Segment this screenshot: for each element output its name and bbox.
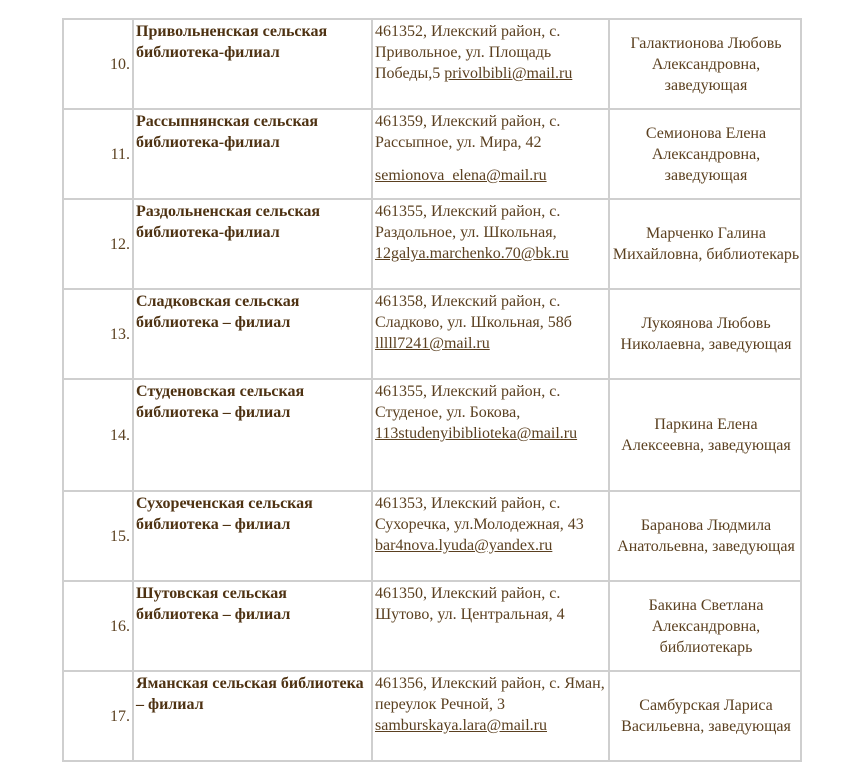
library-address	[372, 199, 609, 289]
email-link[interactable]: lllll7241@mail.ru	[375, 335, 490, 352]
email-link[interactable]: bar4nova.lyuda@yandex.ru	[375, 537, 553, 554]
table-row	[63, 19, 801, 109]
address-text: 461350, Илекский район, с. Шутово, ул. Центральная, 4	[375, 585, 565, 623]
contact-person: Баранова Людмила Анатольевна, заведующая	[609, 491, 801, 581]
table-row	[63, 671, 801, 761]
library-address	[372, 289, 609, 379]
library-name: Студеновская сельская библиотека – филиал	[133, 379, 372, 491]
contact-person: Галактионова Любовь Александровна, заведующая	[609, 19, 801, 109]
library-name: Яманская сельская библиотека – филиал	[133, 671, 372, 761]
library-address	[372, 379, 609, 491]
table-row	[63, 289, 801, 379]
contact-person: Семионова Елена Александровна, заведующая	[609, 109, 801, 199]
library-address	[372, 19, 609, 109]
libraries-table	[62, 18, 802, 762]
library-name: Шутовская сельская библиотека – филиал	[133, 581, 372, 671]
contact-person: Бакина Светлана Александровна, библиотекарь	[609, 581, 801, 671]
email-link[interactable]: samburskaya.lara@mail.ru	[375, 717, 548, 734]
library-name: Сладковская сельская библиотека – филиал	[133, 289, 372, 379]
library-name: Сухореченская сельская библиотека – филиал	[133, 491, 372, 581]
address-text: 461353, Илекский район, с. Сухоречка, ул.Молодежная, 43	[375, 495, 584, 533]
email-link[interactable]: 113studenyibiblioteka@mail.ru	[375, 425, 578, 442]
row-number: 12.	[63, 199, 133, 289]
address-text: 461352, Илекский район, с. Привольное, ул. Площадь Победы,5	[375, 23, 561, 82]
row-number: 17.	[63, 671, 133, 761]
address-text: 461355, Илекский район, с. Студеное, ул. Бокова,	[375, 383, 561, 421]
row-number: 14.	[63, 379, 133, 491]
address-text: 461358, Илекский район, с. Сладково, ул. Школьная, 58б	[375, 293, 572, 331]
address-text: 461359, Илекский район, с. Рассыпное, ул. Мира, 42	[375, 113, 561, 151]
email-link[interactable]: privolbibli@mail.ru	[444, 65, 573, 82]
table-row	[63, 581, 801, 671]
row-number: 11.	[63, 109, 133, 199]
library-address	[372, 671, 609, 761]
contact-person: Паркина Елена Алексеевна, заведующая	[609, 379, 801, 491]
library-name: Привольненская сельская библиотека-филиал	[133, 19, 372, 109]
table-row	[63, 379, 801, 491]
library-address	[372, 581, 609, 671]
library-name: Раздольненская сельская библиотека-филиал	[133, 199, 372, 289]
table-row	[63, 109, 801, 199]
library-name: Рассыпнянская сельская библиотека-филиал	[133, 109, 372, 199]
contact-person: Марченко Галина Михайловна, библиотекарь	[609, 199, 801, 289]
address-text: 461356, Илекский район, с. Яман, переулок Речной, 3	[375, 675, 605, 713]
table-row	[63, 199, 801, 289]
table-row	[63, 491, 801, 581]
contact-person: Самбурская Лариса Васильевна, заведующая	[609, 671, 801, 761]
row-number: 13.	[63, 289, 133, 379]
library-address	[372, 109, 609, 199]
contact-person: Лукоянова Любовь Николаевна, заведующая	[609, 289, 801, 379]
address-text: 461355, Илекский район, с. Раздольное, ул. Школьная,	[375, 203, 561, 241]
email-link[interactable]: 12galya.marchenko.70@bk.ru	[375, 245, 569, 262]
library-address	[372, 491, 609, 581]
row-number: 15.	[63, 491, 133, 581]
email-link[interactable]: semionova_elena@mail.ru	[375, 167, 547, 184]
row-number: 10.	[63, 19, 133, 109]
row-number: 16.	[63, 581, 133, 671]
